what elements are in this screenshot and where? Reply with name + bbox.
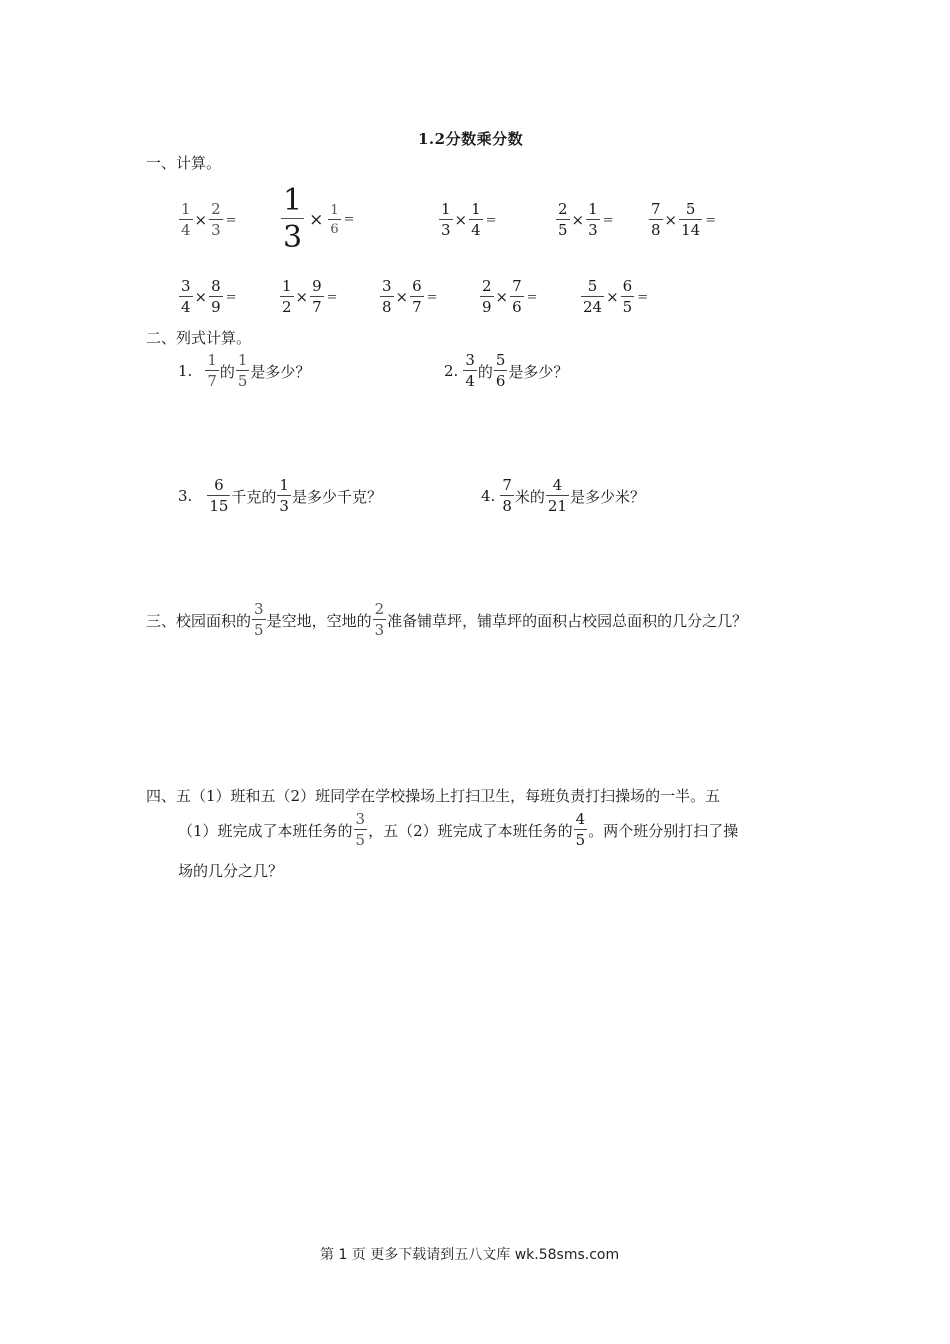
equals-sign: = bbox=[326, 289, 338, 305]
fraction: $\frac{2}{9}$ bbox=[482, 277, 492, 316]
fraction: $\frac{2}{5}$ bbox=[558, 200, 568, 239]
equals-sign: = bbox=[526, 289, 538, 305]
times-sign: × bbox=[606, 288, 619, 306]
fraction: $\frac{6}{15}$ bbox=[209, 476, 229, 515]
section3-question: 三、校园面积的 $\frac{3}{5}$ 是空地，空地的 $\frac{2}{3}$ 准备铺草坪，铺草坪的面积占校园总面积的几分之几？ bbox=[146, 600, 748, 639]
equals-sign: = bbox=[602, 212, 614, 228]
fraction: $\frac{7}{8}$ bbox=[651, 200, 661, 239]
fraction: $\frac{1}{6}$ bbox=[330, 202, 339, 237]
section4-line-3: 场的几分之几？ bbox=[178, 862, 284, 880]
fraction: $\frac{2}{3}$ bbox=[374, 600, 385, 639]
calc-item-1 bbox=[178, 202, 237, 238]
calc-item-2 bbox=[280, 183, 355, 255]
fraction: $\frac{2}{3}$ bbox=[211, 200, 221, 239]
fraction: $\frac{3}{5}$ bbox=[355, 810, 366, 849]
times-sign: × bbox=[295, 288, 309, 306]
fraction: $\frac{7}{6}$ bbox=[512, 277, 522, 316]
calc-item-9 bbox=[479, 279, 538, 315]
section1-heading: 一、计算。 bbox=[146, 154, 222, 172]
fraction: $\frac{6}{5}$ bbox=[622, 277, 633, 316]
equals-sign: = bbox=[225, 289, 237, 305]
section2-heading: 二、列式计算。 bbox=[146, 329, 252, 347]
fraction: $\frac{3}{5}$ bbox=[254, 600, 264, 639]
fraction: $\frac{1}{2}$ bbox=[282, 277, 292, 316]
equals-sign: = bbox=[426, 289, 438, 305]
fraction: $\frac{3}{4}$ bbox=[181, 277, 191, 316]
calc-item-8 bbox=[379, 279, 438, 315]
fraction: $\frac{1}{3}$ bbox=[441, 200, 451, 239]
fraction: $\frac{5}{14}$ bbox=[681, 200, 701, 239]
times-sign: × bbox=[571, 211, 585, 229]
calc-item-4 bbox=[555, 202, 614, 238]
word-question-3: 3. $\frac{6}{15}$ 千克的 $\frac{1}{3}$ 是多少千克？ bbox=[178, 476, 382, 515]
fraction: $\frac{8}{9}$ bbox=[211, 277, 221, 316]
times-sign: × bbox=[495, 288, 509, 306]
calc-item-6 bbox=[178, 279, 237, 315]
equals-sign: = bbox=[637, 289, 649, 305]
times-sign: × bbox=[454, 211, 468, 229]
fraction: $\frac{4}{21}$ bbox=[547, 476, 567, 515]
fraction: $\frac{5}{6}$ bbox=[495, 351, 506, 390]
calc-item-3 bbox=[438, 202, 497, 238]
equals-sign: = bbox=[343, 212, 355, 227]
fraction: $\frac{4}{5}$ bbox=[575, 810, 586, 849]
fraction: $\frac{1}{3}$ bbox=[279, 476, 289, 515]
fraction: $\frac{1}{4}$ bbox=[471, 200, 481, 239]
times-sign: × bbox=[664, 211, 678, 229]
fraction: $\frac{1}{5}$ bbox=[237, 351, 248, 390]
calc-item-5 bbox=[648, 202, 716, 238]
fraction: $\frac{3}{4}$ bbox=[465, 351, 475, 390]
equals-sign: = bbox=[225, 212, 237, 228]
calc-item-7 bbox=[279, 279, 338, 315]
fraction: $\frac{1}{7}$ bbox=[207, 351, 217, 390]
fraction-large: $\frac{1}{3}$ bbox=[283, 183, 303, 255]
times-sign: × bbox=[309, 209, 324, 230]
equals-sign: = bbox=[705, 212, 717, 228]
times-sign: × bbox=[395, 288, 409, 306]
fraction: $\frac{1}{4}$ bbox=[181, 200, 191, 239]
page-title: 1.2分数乘分数 bbox=[418, 130, 524, 148]
fraction: $\frac{3}{8}$ bbox=[382, 277, 392, 316]
times-sign: × bbox=[194, 211, 208, 229]
equals-sign: = bbox=[485, 212, 497, 228]
fraction: $\frac{1}{3}$ bbox=[588, 200, 598, 239]
word-question-4: 4. $\frac{7}{8}$ 米的 $\frac{4}{21}$ 是多少米？ bbox=[481, 476, 645, 515]
calc-item-10 bbox=[580, 279, 648, 315]
fraction: $\frac{7}{8}$ bbox=[502, 476, 512, 515]
fraction: $\frac{6}{7}$ bbox=[412, 277, 422, 316]
page-footer: 第 1 页 更多下载请到五八文库 wk.58sms.com bbox=[320, 1247, 620, 1263]
word-question-1: 1. $\frac{1}{7}$ 的 $\frac{1}{5}$ 是多少？ bbox=[178, 351, 311, 390]
word-question-2: 2. $\frac{3}{4}$ 的 $\frac{5}{6}$ 是多少？ bbox=[444, 351, 569, 390]
fraction: $\frac{9}{7}$ bbox=[312, 277, 322, 316]
section4-line-1: 四、五（1）班和五（2）班同学在学校操场上打扫卫生，每班负责打扫操场的一半。五 bbox=[146, 787, 721, 805]
times-sign: × bbox=[194, 288, 208, 306]
fraction: $\frac{5}{24}$ bbox=[583, 277, 603, 316]
section4-line-2: （1）班完成了本班任务的 $\frac{3}{5}$ ，五（2）班完成了本班任务的 $\frac{4}{5}$ 。两个班分别打扫了操 bbox=[178, 810, 739, 849]
